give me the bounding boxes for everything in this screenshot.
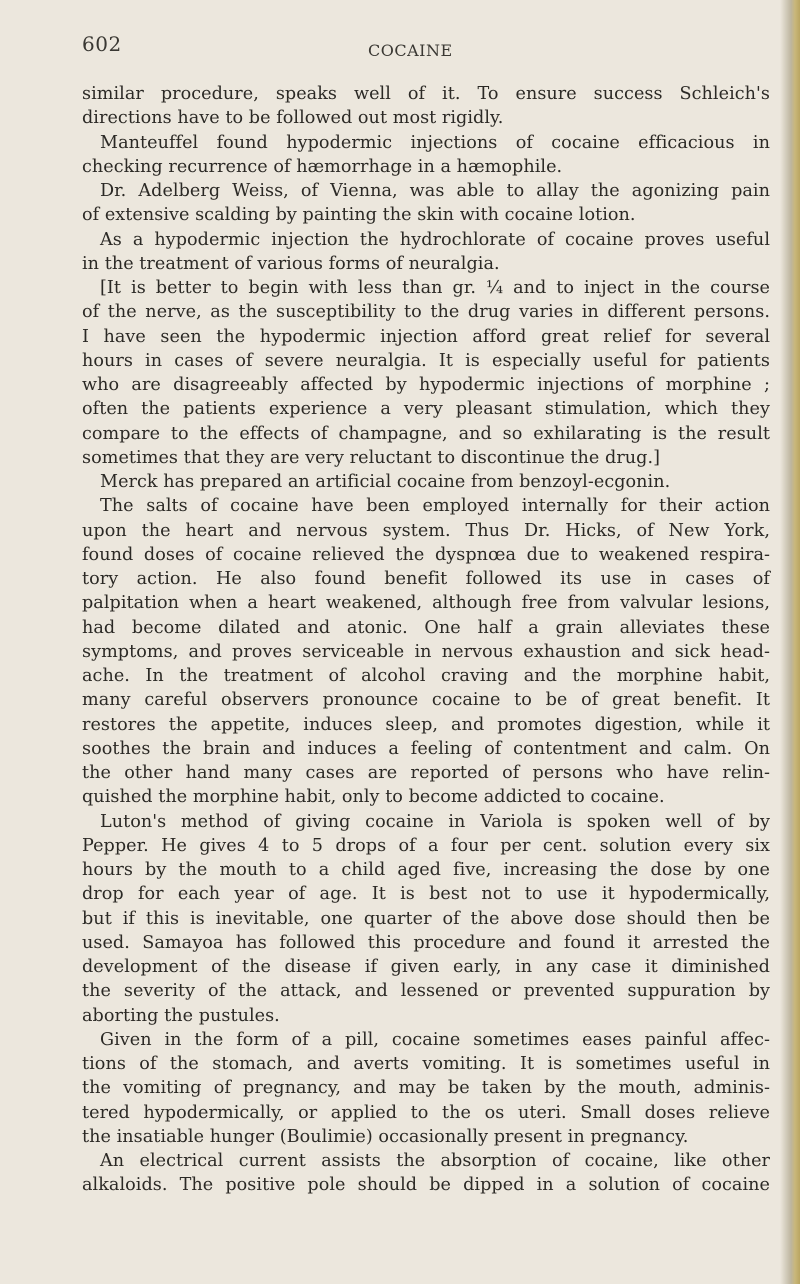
text-line: hours in cases of severe neuralgia. It is especially useful for patients <box>82 350 770 371</box>
text-line: aborting the pustules. <box>82 1005 280 1026</box>
body-text <box>82 82 770 1198</box>
text-line: tory action. He also found benefit followed its use in cases of <box>82 569 770 589</box>
text-line: often the patients experience a very pleasant stimulation, which they <box>82 399 770 420</box>
text-line: restores the appetite, induces sleep, and promotes digestion, while it <box>82 714 770 735</box>
text-line: Pepper. He gives 4 to 5 drops of a four per cent. solution every six <box>82 835 770 856</box>
text-line: tions of the stomach, and averts vomiting. It is sometimes useful in <box>82 1054 770 1074</box>
text-line: Merck has prepared an artificial cocaine from benzoyl-ecgonin. <box>100 472 671 492</box>
running-head <box>0 22 800 62</box>
text-line: had become dilated and atonic. One half a grain alleviates these <box>82 617 770 638</box>
text-line: in the treatment of various forms of neuralgia. <box>82 253 500 274</box>
running-title: COCAINE <box>368 41 453 60</box>
text-line: compare to the effects of champagne, and so exhilarating is the result <box>82 423 770 444</box>
text-line: soothes the brain and induces a feeling of contentment and calm. On <box>82 738 770 759</box>
text-line: ache. In the treatment of alcohol craving and the morphine habit, <box>82 666 770 686</box>
text-line: The salts of cocaine have been employed internally for their action <box>100 496 770 517</box>
text-line: used. Samayoa has followed this procedure and found it arrested the <box>82 932 770 953</box>
text-line: the vomiting of pregnancy, and may be taken by the mouth, adminis- <box>82 1078 770 1099</box>
text-line: sometimes that they are very reluctant to discontinue the drug.] <box>82 447 661 468</box>
text-line: As a hypodermic injection the hydrochlorate of cocaine proves useful <box>100 229 770 250</box>
text-line: Given in the form of a pill, cocaine sometimes eases painful affec- <box>100 1029 770 1050</box>
text-line: Luton's method of giving cocaine in Variola is spoken well of by <box>100 811 770 832</box>
page-edge <box>780 0 800 1284</box>
text-line: of extensive scalding by painting the skin with cocaine lotion. <box>82 205 636 226</box>
text-line: Manteuffel found hypodermic injections of cocaine efficacious in <box>100 132 770 153</box>
text-line: alkaloids. The positive pole should be dipped in a solution of cocaine <box>82 1175 770 1196</box>
text-line: many careful observers pronounce cocaine to be of great benefit. It <box>82 690 770 711</box>
text-line: found doses of cocaine relieved the dyspnœa due to weakened respira- <box>82 544 770 565</box>
text-line: Dr. Adelberg Weiss, of Vienna, was able to allay the agonizing pain <box>100 181 770 201</box>
text-line: quished the morphine habit, only to become addicted to cocaine. <box>82 787 665 808</box>
text-line: hours by the mouth to a child aged five, increasing the dose by one <box>82 860 770 880</box>
text-line: the other hand many cases are reported of persons who have relin- <box>82 763 770 783</box>
text-line: An electrical current assists the absorption of cocaine, like other <box>100 1151 770 1171</box>
text-line: palpitation when a heart weakened, although free from valvular lesions, <box>82 593 770 614</box>
text-line: directions have to be followed out most rigidly. <box>82 108 504 129</box>
text-line: but if this is inevitable, one quarter of the above dose should then be <box>82 908 770 929</box>
text-line: the insatiable hunger (Boulimie) occasionally present in pregnancy. <box>82 1126 689 1147</box>
text-line: [It is better to begin with less than gr. ¼ and to inject in the course <box>100 278 770 298</box>
text-line: upon the heart and nervous system. Thus Dr. Hicks, of New York, <box>82 520 770 541</box>
text-line: similar procedure, speaks well of it. To ensure success Schleich's <box>82 84 770 104</box>
text-line: drop for each year of age. It is best not to use it hypodermically, <box>82 884 770 905</box>
text-line: development of the disease if given early, in any case it diminished <box>82 957 770 977</box>
page-number: 602 <box>82 32 122 56</box>
text-line: I have seen the hypodermic injection afford great relief for several <box>82 326 770 347</box>
text-line: of the nerve, as the susceptibility to the drug varies in different persons. <box>82 302 770 323</box>
text-line: symptoms, and proves serviceable in nervous exhaustion and sick head- <box>82 641 770 662</box>
text-line: who are disagreeably affected by hypodermic injections of morphine ; <box>82 375 770 395</box>
text-line: the severity of the attack, and lessened or prevented suppuration by <box>82 981 770 1002</box>
text-line: checking recurrence of hæmorrhage in a hæmophile. <box>82 156 563 177</box>
text-line: tered hypodermically, or applied to the os uteri. Small doses relieve <box>82 1102 770 1123</box>
